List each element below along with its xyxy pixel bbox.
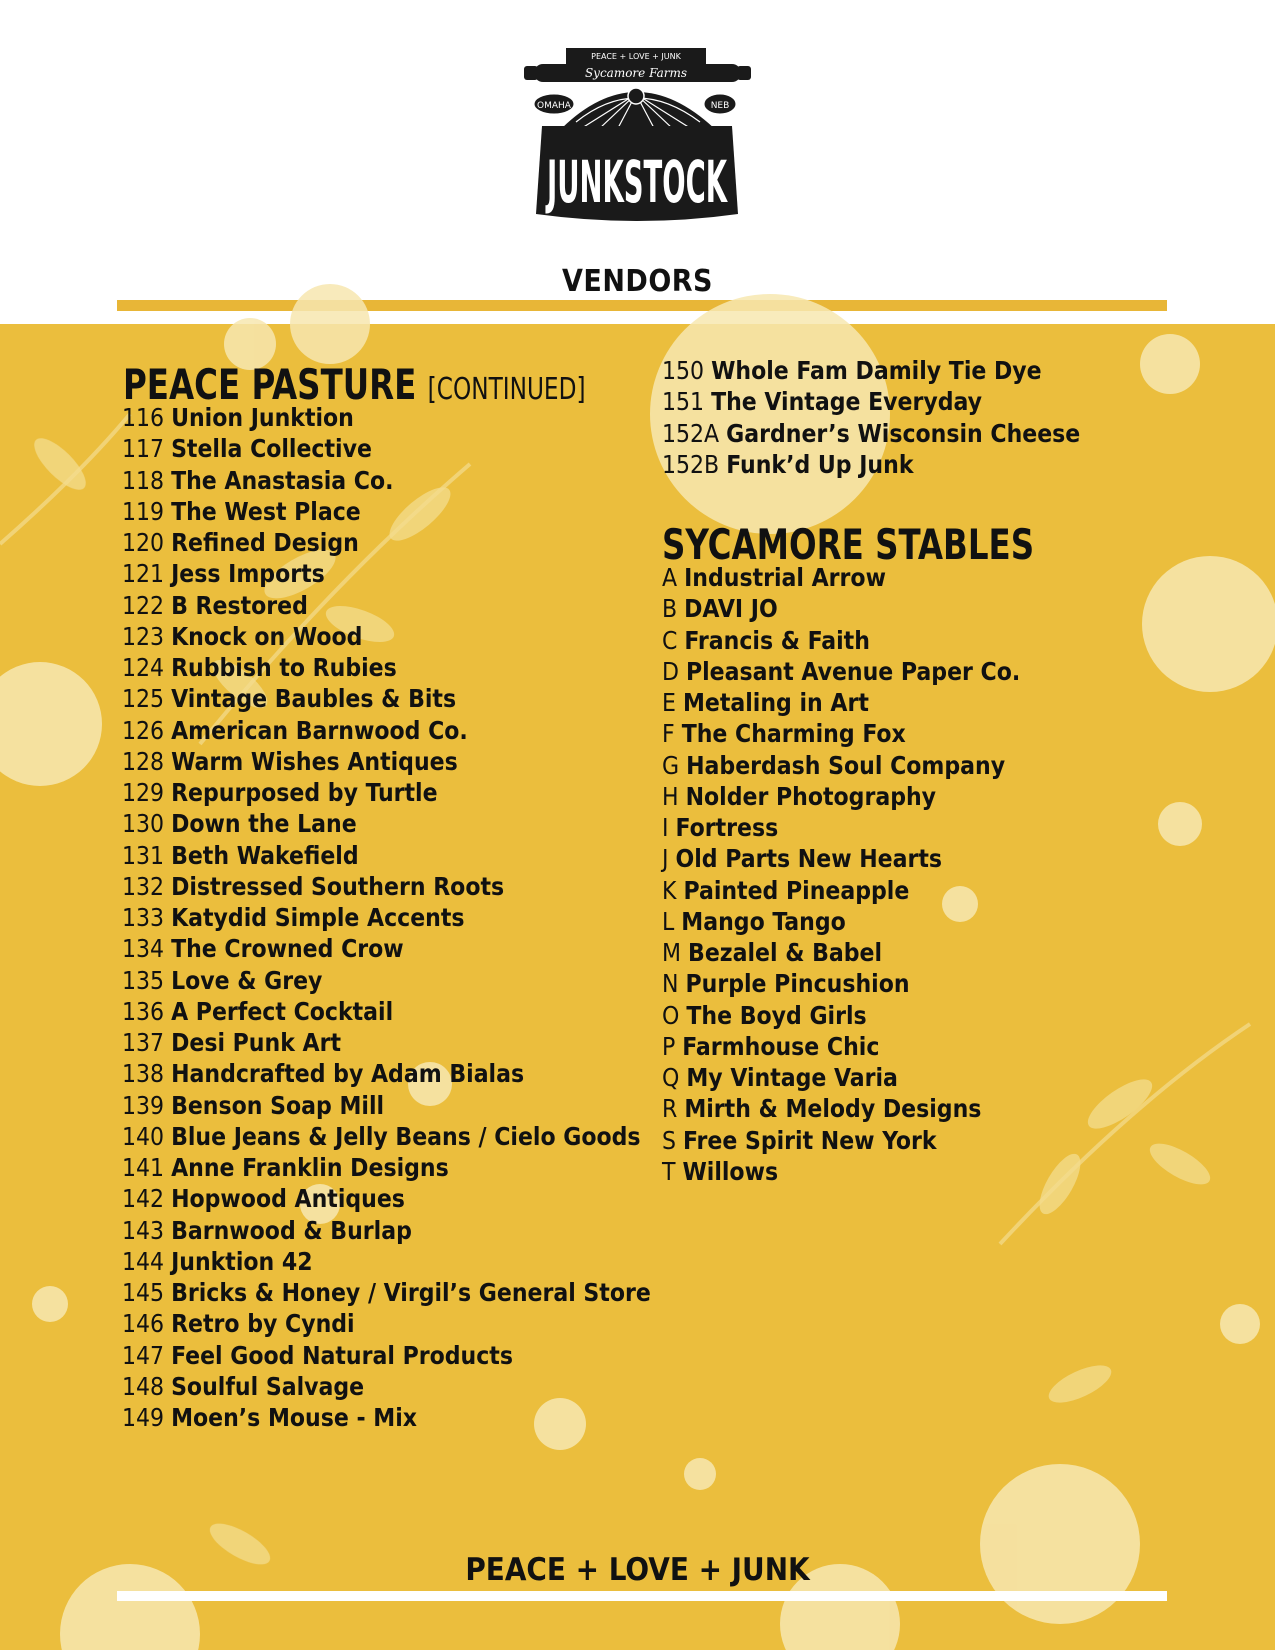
- vendor-name: The Anastasia Co.: [171, 465, 394, 495]
- vendor-item: [122, 558, 651, 589]
- vendor-item: [662, 937, 1020, 968]
- vendor-name: Refined Design: [171, 528, 359, 557]
- vendor-name: Vintage Baubles & Bits: [171, 684, 457, 714]
- vendor-name: Handcrafted by Adam Bialas: [171, 1059, 525, 1089]
- vendor-name: Painted Pineapple: [683, 875, 910, 905]
- vendor-name: The Vintage Everyday: [711, 387, 982, 417]
- vendor-item: [662, 1156, 1020, 1187]
- vendor-item: [662, 386, 1080, 417]
- vendor-item: [662, 687, 1020, 718]
- vendor-name: Anne Franklin Designs: [171, 1153, 449, 1182]
- vendor-name: A Perfect Cocktail: [171, 996, 394, 1026]
- vendor-booth-number: 144: [122, 1246, 165, 1276]
- vendor-name: B Restored: [171, 590, 308, 620]
- vendor-item: [122, 777, 651, 808]
- vendor-booth-number: 137: [122, 1028, 165, 1057]
- section-subheading-continued: [CONTINUED]: [427, 372, 586, 407]
- vendor-panel: [0, 324, 1275, 1650]
- vendor-name: Fortress: [675, 813, 779, 842]
- vendor-booth-number: 150: [662, 356, 705, 385]
- vendor-booth-number: N: [662, 969, 679, 999]
- vendor-item: [122, 1340, 651, 1371]
- vendor-booth-number: 117: [122, 434, 165, 464]
- vendor-item: [662, 593, 1020, 624]
- vendor-booth-number: 151: [662, 387, 705, 417]
- svg-text:PEACE + LOVE + JUNK: PEACE + LOVE + JUNK: [591, 52, 681, 61]
- vendor-name: Retro by Cyndi: [171, 1309, 355, 1339]
- vendor-booth-number: M: [662, 938, 682, 967]
- vendor-booth-number: 129: [122, 778, 165, 807]
- vendor-booth-number: 123: [122, 621, 165, 651]
- vendor-item: [662, 449, 1080, 480]
- typewriter-logo-icon: [520, 44, 755, 224]
- vendor-item: [122, 1183, 651, 1214]
- vendor-booth-number: 120: [122, 528, 165, 557]
- vendor-item: [122, 808, 651, 839]
- vendor-name: The Crowned Crow: [171, 934, 404, 964]
- vendor-item: [662, 656, 1020, 687]
- vendor-item: [122, 871, 651, 902]
- vendor-booth-number: 124: [122, 653, 165, 682]
- vendor-item: [662, 1031, 1020, 1062]
- svg-text:NEB: NEB: [710, 101, 730, 111]
- vendor-booth-number: 133: [122, 903, 165, 932]
- vendor-item: [122, 1308, 651, 1339]
- vendor-booth-number: L: [662, 906, 675, 936]
- vendor-item: [662, 1000, 1020, 1031]
- vendor-item: [662, 843, 1020, 874]
- vendor-name: Blue Jeans & Jelly Beans / Cielo Goods: [171, 1121, 641, 1151]
- vendor-booth-number: 149: [122, 1403, 165, 1432]
- vendor-booth-number: T: [662, 1156, 676, 1186]
- vendor-booth-number: 132: [122, 871, 165, 901]
- vendor-booth-number: 148: [122, 1371, 165, 1401]
- vendor-item: [122, 746, 651, 777]
- vendor-name: Farmhouse Chic: [682, 1031, 880, 1061]
- svg-text:OMAHA: OMAHA: [537, 101, 571, 111]
- vendor-booth-number: 140: [122, 1121, 165, 1151]
- vendor-item: [122, 1215, 651, 1246]
- vendor-name: Katydid Simple Accents: [171, 903, 465, 932]
- vendor-item: [662, 750, 1020, 781]
- footer-motto: PEACE + LOVE + JUNK: [465, 1552, 810, 1588]
- vendor-booth-number: O: [662, 1000, 680, 1030]
- vendor-booth-number: 116: [122, 403, 165, 432]
- vendor-item: [122, 996, 651, 1027]
- vendor-name: Old Parts New Hearts: [675, 844, 943, 874]
- vendor-booth-number: C: [662, 625, 678, 655]
- vendor-name: Bricks & Honey / Virgil’s General Store: [171, 1278, 651, 1307]
- vendor-name: Warm Wishes Antiques: [171, 746, 458, 776]
- vendor-booth-number: 130: [122, 809, 165, 839]
- vendor-name: Feel Good Natural Products: [171, 1340, 513, 1370]
- vendor-item: [662, 968, 1020, 999]
- vendor-booth-number: B: [662, 594, 678, 624]
- vendor-item: [122, 527, 651, 558]
- vendor-name: Mirth & Melody Designs: [684, 1094, 982, 1124]
- vendor-name: The Boyd Girls: [686, 1000, 867, 1030]
- vendor-booth-number: 142: [122, 1184, 165, 1214]
- vendor-booth-number: D: [662, 656, 679, 686]
- vendor-item: [122, 465, 651, 496]
- vendor-booth-number: 152A: [662, 418, 720, 448]
- vendor-booth-number: A: [662, 563, 678, 592]
- vendor-name: Beth Wakefield: [171, 840, 359, 870]
- vendor-name: The Charming Fox: [681, 719, 906, 749]
- vendor-booth-number: I: [662, 813, 669, 842]
- vendor-name: Funk’d Up Junk: [726, 449, 914, 479]
- vendor-item: [122, 1152, 651, 1183]
- vendor-booth-number: 128: [122, 746, 165, 776]
- vendor-item: [122, 1090, 651, 1121]
- vendor-item: [122, 683, 651, 714]
- header-divider: [117, 300, 1167, 311]
- vendor-item: [662, 906, 1020, 937]
- vendor-name: Whole Fam Damily Tie Dye: [711, 356, 1042, 385]
- vendor-booth-number: P: [662, 1031, 676, 1061]
- vendor-name: Benson Soap Mill: [171, 1090, 385, 1120]
- vendor-name: Rubbish to Rubies: [171, 653, 397, 682]
- vendor-booth-number: 119: [122, 496, 165, 526]
- vendor-booth-number: 131: [122, 840, 165, 870]
- vendor-name: Desi Punk Art: [171, 1028, 341, 1057]
- vendor-item: [122, 402, 651, 433]
- vendor-booth-number: 143: [122, 1215, 165, 1245]
- vendor-name: Bezalel & Babel: [688, 938, 883, 967]
- vendor-name: Junktion 42: [171, 1246, 313, 1276]
- vendor-booth-number: 152B: [662, 449, 720, 479]
- vendor-item: [122, 1027, 651, 1058]
- vendor-item: [122, 433, 651, 464]
- peace-pasture-vendor-list: [122, 402, 651, 1433]
- footer-divider: [117, 1591, 1167, 1601]
- vendor-item: [662, 562, 1020, 593]
- vendor-booth-number: 135: [122, 965, 165, 995]
- vendor-item: [662, 418, 1080, 449]
- vendor-item: [662, 812, 1020, 843]
- vendor-name: Repurposed by Turtle: [171, 778, 438, 807]
- vendor-booth-number: 138: [122, 1059, 165, 1089]
- vendor-name: My Vintage Varia: [686, 1063, 898, 1092]
- vendor-item: [122, 902, 651, 933]
- vendor-booth-number: H: [662, 781, 679, 811]
- vendor-booth-number: 147: [122, 1340, 165, 1370]
- vendor-name: Stella Collective: [171, 434, 372, 464]
- vendor-item: [122, 1058, 651, 1089]
- vendor-item: [662, 781, 1020, 812]
- vendor-booth-number: 139: [122, 1090, 165, 1120]
- vendor-name: Moen’s Mouse - Mix: [171, 1403, 418, 1432]
- vendor-booth-number: K: [662, 875, 677, 905]
- sycamore-stables-vendor-list: [662, 562, 1020, 1187]
- section-heading-sycamore-stables: SYCAMORE STABLES: [662, 520, 1035, 569]
- vendor-item: [662, 625, 1020, 656]
- vendor-item: [122, 652, 651, 683]
- vendor-name: American Barnwood Co.: [171, 715, 468, 745]
- vendor-name: Gardner’s Wisconsin Cheese: [726, 418, 1081, 448]
- junkstock-logo: [520, 44, 755, 224]
- vendor-name: Hopwood Antiques: [171, 1184, 405, 1214]
- vendor-name: Down the Lane: [171, 809, 357, 839]
- peace-pasture-continued-list: [662, 355, 1080, 480]
- vendor-booth-number: 118: [122, 465, 165, 495]
- vendor-booth-number: 141: [122, 1153, 165, 1182]
- vendor-item: [122, 590, 651, 621]
- vendor-booth-number: E: [662, 688, 676, 717]
- vendor-name: Pleasant Avenue Paper Co.: [685, 656, 1021, 686]
- vendor-name: Willows: [682, 1156, 779, 1186]
- vendor-booth-number: 146: [122, 1309, 165, 1339]
- vendor-item: [122, 1121, 651, 1152]
- vendor-booth-number: 126: [122, 715, 165, 745]
- vendor-item: [122, 1277, 651, 1308]
- vendor-item: [662, 1093, 1020, 1124]
- vendor-booth-number: S: [662, 1125, 676, 1155]
- vendor-item: [662, 718, 1020, 749]
- vendor-name: Union Junktion: [171, 403, 354, 432]
- vendor-name: Soulful Salvage: [171, 1371, 365, 1401]
- vendor-item: [122, 840, 651, 871]
- vendor-booth-number: 125: [122, 684, 165, 714]
- vendor-name: Knock on Wood: [171, 621, 363, 651]
- vendor-name: Nolder Photography: [685, 781, 937, 811]
- vendor-name: Mango Tango: [681, 906, 846, 936]
- vendor-booth-number: R: [662, 1094, 678, 1124]
- vendor-item: [662, 875, 1020, 906]
- vendor-booth-number: 122: [122, 590, 165, 620]
- vendor-booth-number: Q: [662, 1063, 680, 1092]
- vendor-name: DAVI JO: [684, 594, 778, 624]
- vendor-name: Purple Pincushion: [685, 969, 910, 999]
- vendor-booth-number: 134: [122, 934, 165, 964]
- svg-text:JUNKSTOCK: JUNKSTOCK: [545, 148, 729, 216]
- vendor-name: Haberdash Soul Company: [686, 750, 1006, 780]
- vendor-booth-number: 145: [122, 1278, 165, 1307]
- vendor-item: [122, 1402, 651, 1433]
- vendor-item: [122, 621, 651, 652]
- svg-text:Sycamore Farms: Sycamore Farms: [584, 66, 688, 80]
- vendor-name: Metaling in Art: [682, 688, 869, 717]
- vendor-item: [122, 1246, 651, 1277]
- vendor-name: Francis & Faith: [684, 625, 870, 655]
- vendor-booth-number: 136: [122, 996, 165, 1026]
- section-heading-peace-pasture: PEACE PASTURE [CONTINUED]: [123, 360, 586, 409]
- vendor-booth-number: J: [662, 844, 669, 874]
- vendor-item: [122, 496, 651, 527]
- vendor-name: Love & Grey: [171, 965, 323, 995]
- page-title: VENDORS: [562, 264, 713, 299]
- vendor-booth-number: 121: [122, 559, 165, 589]
- vendor-name: Free Spirit New York: [683, 1125, 937, 1155]
- vendor-name: Barnwood & Burlap: [171, 1215, 412, 1245]
- vendor-name: The West Place: [171, 496, 361, 526]
- vendor-name: Industrial Arrow: [684, 563, 886, 592]
- vendor-item: [122, 715, 651, 746]
- vendor-item: [662, 355, 1080, 386]
- vendor-item: [122, 965, 651, 996]
- vendor-item: [662, 1062, 1020, 1093]
- vendor-item: [122, 1371, 651, 1402]
- vendor-booth-number: G: [662, 750, 680, 780]
- vendor-name: Distressed Southern Roots: [171, 871, 505, 901]
- vendor-booth-number: F: [662, 719, 675, 749]
- vendor-item: [122, 933, 651, 964]
- vendor-name: Jess Imports: [171, 559, 325, 589]
- vendor-item: [662, 1125, 1020, 1156]
